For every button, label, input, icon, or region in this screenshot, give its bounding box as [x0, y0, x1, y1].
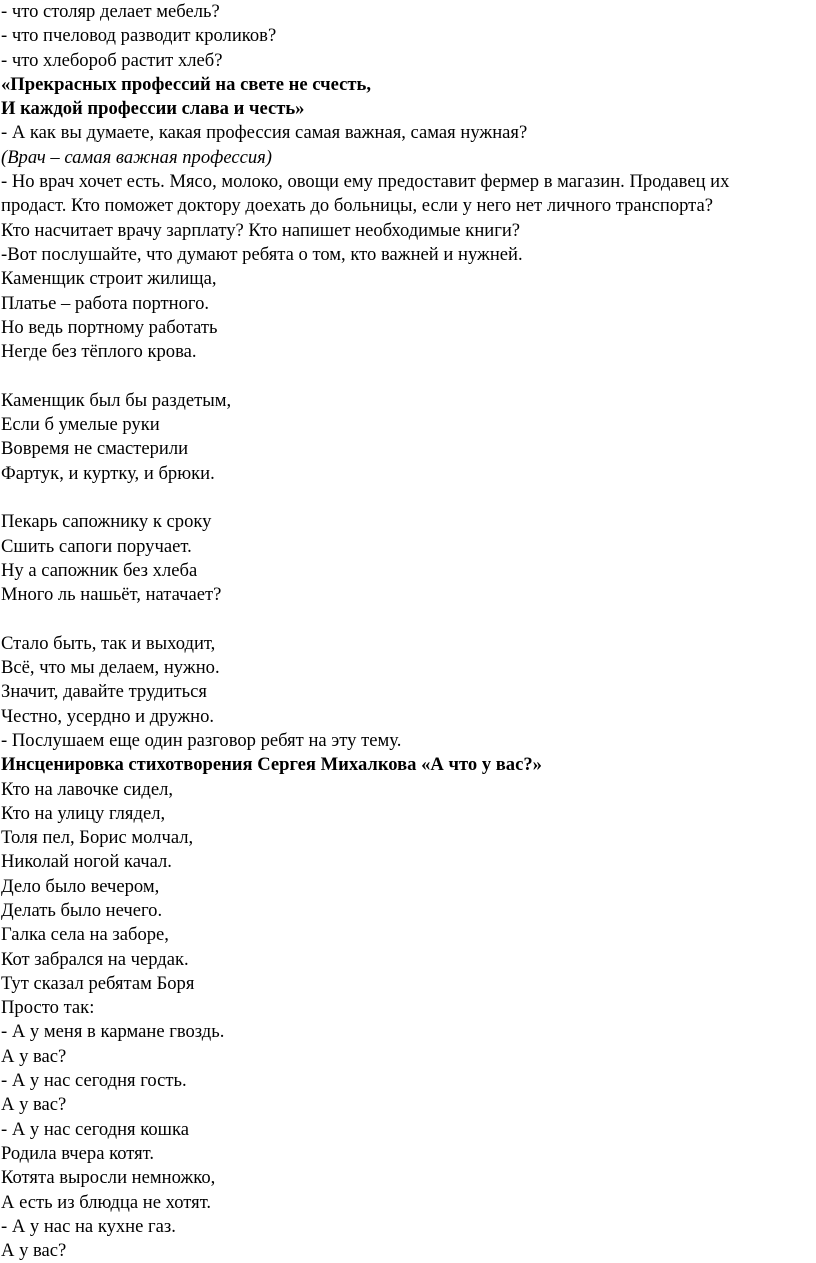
text-line: Пекарь сапожнику к сроку: [1, 511, 212, 533]
text-line: Стало быть, так и выходит,: [1, 632, 216, 654]
text-line: - А у нас сегодня гость.: [1, 1070, 187, 1092]
text-line: Фартук, и куртку, и брюки.: [1, 462, 215, 484]
text-line: продаст. Кто поможет доктору доехать до больницы, если у него нет личного транспорта?: [1, 195, 714, 217]
text-line: Николай ногой качал.: [1, 851, 172, 873]
text-line: Вовремя не смастерили: [1, 438, 189, 460]
text-line: - А как вы думаете, какая профессия самая важная, самая нужная?: [1, 122, 528, 144]
blank-line: [1, 486, 816, 510]
text-line: Галка села на заборе,: [1, 924, 169, 946]
heading-line: «Прекрасных профессий на свете не счесть,: [1, 73, 371, 95]
text-line: - что столяр делает мебель?: [1, 1, 220, 22]
text-line: А есть из блюдца не хотят.: [1, 1191, 212, 1213]
text-line: Если б умелые руки: [1, 414, 160, 436]
text-line: - А у нас сегодня кошка: [1, 1118, 189, 1140]
text-line: Но ведь портному работать: [1, 316, 218, 338]
text-line: Толя пел, Борис молчал,: [1, 827, 194, 849]
text-line: -Вот послушайте, что думают ребята о том, кто важней и нужней.: [1, 243, 523, 265]
text-line: Котята выросли немножко,: [1, 1167, 216, 1189]
blank-line: [1, 364, 816, 388]
text-line: (Врач – самая важная профессия): [1, 146, 272, 168]
text-line: А у вас?: [1, 1045, 67, 1067]
text-line: Ну а сапожник без хлеба: [1, 559, 198, 581]
text-line: Значит, давайте трудиться: [1, 681, 207, 703]
text-line: Каменщик был бы раздетым,: [1, 389, 232, 411]
text-line: - что хлебороб растит хлеб?: [1, 49, 223, 71]
heading-line: И каждой профессии слава и честь»: [1, 98, 305, 120]
text-line: - А у нас на кухне газ.: [1, 1215, 176, 1237]
heading-line: Инсценировка стихотворения Сергея Михалкова «А что у вас?»: [1, 754, 542, 776]
text-line: Много ль нашьёт, натачает?: [1, 584, 222, 606]
text-line: Сшить сапоги поручает.: [1, 535, 192, 557]
text-line: Родила вчера котят.: [1, 1142, 155, 1164]
blank-line: [1, 607, 816, 631]
text-line: Негде без тёплого крова.: [1, 341, 197, 363]
text-line: Кто на лавочке сидел,: [1, 778, 174, 800]
text-line: А у вас?: [1, 1094, 67, 1116]
text-line: Кот забрался на чердак.: [1, 948, 189, 970]
text-line: А у вас?: [1, 1240, 67, 1262]
text-line: - Послушаем еще один разговор ребят на эту тему.: [1, 729, 402, 751]
text-line: - А у меня в кармане гвоздь.: [1, 1021, 225, 1043]
text-line: Платье – работа портного.: [1, 292, 210, 314]
text-line: Делать было нечего.: [1, 899, 163, 921]
text-line: Тут сказал ребятам Боря: [1, 972, 195, 994]
text-line: - Но врач хочет есть. Мясо, молоко, овощи ему предоставит фермер в магазин. Продавец их: [1, 171, 730, 193]
text-line: Честно, усердно и дружно.: [1, 705, 215, 727]
text-line: Кто насчитает врачу зарплату? Кто напишет необходимые книги?: [1, 219, 521, 241]
text-line: - что пчеловод разводит кроликов?: [1, 25, 277, 47]
text-line: Всё, что мы делаем, нужно.: [1, 657, 220, 679]
text-line: Кто на улицу глядел,: [1, 802, 166, 824]
text-line: Каменщик строит жилища,: [1, 268, 217, 290]
text-line: Дело было вечером,: [1, 875, 160, 897]
text-line: Просто так:: [1, 997, 95, 1019]
